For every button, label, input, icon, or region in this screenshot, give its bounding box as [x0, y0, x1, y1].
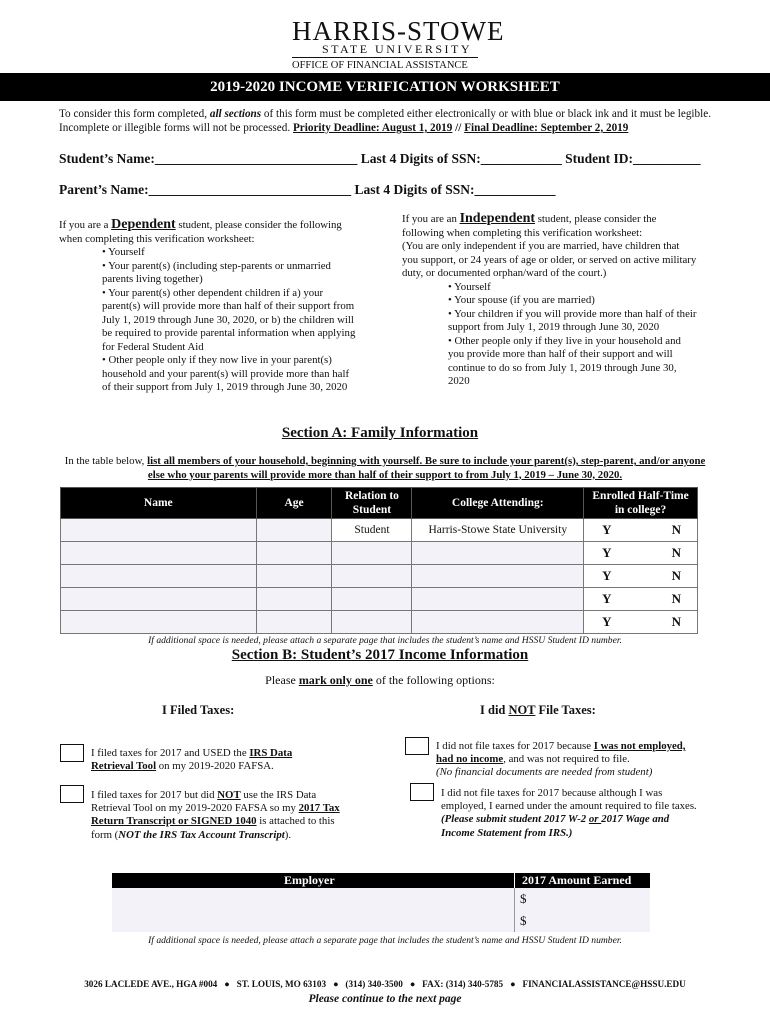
college-cell[interactable]	[412, 588, 584, 611]
college-cell[interactable]	[412, 611, 584, 634]
option-transcript-checkbox[interactable]	[60, 785, 84, 803]
family-table-header	[61, 488, 698, 519]
dependent-guidance: If you are a Dependent student, please consider the following when completing this verification worksheet: • Yourself • Your parent(s) (including step-parents or unmarried parents living together) • Your parent(s) other dependent children if a) your parent(s) will provide more than half of their support from July 1, 2019 through June 30, 2020, or b) the children will be required to provide parental information when applying for Federal Student Aid • Other people only if they now live in your parent(s) household and your parent(s) will provide more than half of their support from July 1, 2019 through June 30, 2020	[59, 218, 359, 395]
employer-input[interactable]	[112, 888, 514, 910]
age-cell[interactable]	[256, 565, 332, 588]
relation-cell[interactable]	[332, 588, 412, 611]
col-enrolled: Enrolled Half-Time in college?	[584, 488, 698, 519]
employer-input[interactable]	[112, 910, 514, 932]
footer-fax: FAX: (314) 340-5785	[422, 979, 504, 989]
logo-office: OFFICE OF FINANCIAL ASSISTANCE	[292, 60, 468, 71]
independent-bullet: • Yourself	[448, 280, 491, 293]
employer-row	[112, 910, 650, 932]
enrolled-cell	[584, 519, 698, 542]
col-relation: Relation to Student	[332, 488, 412, 519]
yes-option[interactable]: Y	[602, 614, 612, 629]
relation-cell[interactable]	[332, 611, 412, 634]
no-option[interactable]: N	[671, 545, 681, 560]
table-row	[61, 611, 698, 634]
no-option[interactable]: N	[671, 522, 681, 537]
option-no-income-checkbox[interactable]	[405, 737, 429, 755]
table-row	[61, 519, 698, 542]
intro-paragraph: To consider this form completed, all sections of this form must be completed either electronically or with blue or black ink and it must be legible. Incomplete or illegible forms will not be processed. Priority Deadline: August 1, 2019 // Final Deadline: September 2, 2019	[59, 108, 711, 134]
college-cell[interactable]	[412, 542, 584, 565]
relation-cell[interactable]	[332, 542, 412, 565]
student-name-field[interactable]: Student’s Name:______________________________	[59, 151, 358, 166]
name-cell[interactable]	[61, 565, 257, 588]
option-under-threshold-checkbox[interactable]	[410, 783, 434, 801]
filed-taxes-heading: I Filed Taxes:	[162, 703, 235, 717]
employer-table-header	[112, 873, 650, 888]
age-cell[interactable]	[256, 542, 332, 565]
option-drt-label: I filed taxes for 2017 and USED the IRS Data Retrieval Tool on my 2019-2020 FAFSA.	[91, 747, 293, 773]
continue-note: Please continue to the next page	[308, 993, 462, 1005]
dependent-bullet: • Your parent(s) (including step-parents or unmarried parents living together)	[102, 259, 331, 285]
yes-option[interactable]: Y	[602, 545, 612, 560]
name-cell[interactable]	[61, 588, 257, 611]
section-a-instructions: In the table below, list all members of your household, beginning with yourself. Be sure to include your parent(s), step-parent, and/or anyone else who your parents will provide more than half of their support to from July 1, 2019 – June 30, 2020.	[64, 455, 706, 481]
logo-title: HARRIS-STOWE	[292, 16, 505, 46]
section-b-title: Section B: Student’s 2017 Income Information	[231, 647, 529, 663]
section-a-note: If additional space is needed, please attach a separate page that includes the student’s name and HSSU Student ID number.	[148, 635, 622, 646]
independent-bullet: • Other people only if they live in your household and you provide more than half of their support and will continue to do so from July 1, 2019 through June 30, 2020	[448, 334, 681, 387]
footer-email: FINANCIALASSISTANCE@HSSU.EDU	[522, 979, 686, 989]
not-filed-heading: I did NOT File Taxes:	[480, 703, 596, 717]
option-drt-checkbox[interactable]	[60, 744, 84, 762]
age-cell[interactable]	[256, 611, 332, 634]
enrolled-cell	[584, 542, 698, 565]
column-divider	[514, 910, 515, 932]
table-row	[61, 542, 698, 565]
parent-name-field[interactable]: Parent’s Name:______________________________	[59, 182, 352, 197]
no-option[interactable]: N	[671, 568, 681, 583]
ssn-field[interactable]: Last 4 Digits of SSN:____________	[357, 151, 562, 166]
no-option[interactable]: N	[671, 591, 681, 606]
parent-info-line	[59, 182, 556, 198]
name-cell[interactable]	[61, 519, 257, 542]
relation-cell[interactable]	[332, 565, 412, 588]
yes-option[interactable]: Y	[602, 568, 612, 583]
option-no-income-label: I did not file taxes for 2017 because I was not employed, had no income, and was not required to file. (No financial documents are needed from student)	[436, 740, 686, 779]
section-b-instructions: Please mark only one of the following options:	[265, 673, 495, 687]
parent-ssn-field[interactable]: Last 4 Digits of SSN:____________	[351, 182, 556, 197]
independent-guidance: If you are an Independent student, please consider the following when completing this verification worksheet: (You are only independent if you are married, have children that you support, or 24 years of age or older, or served on active military duty, or documented orphan/ward of the court.) • Yourself • Your spouse (if you are married) • Your children if you will provide more than half of their support from July 1, 2019 through June 30, 2020 • Other people only if they live in your household and you provide more than half of their support and will continue to do so from July 1, 2019 through June 30, 2020	[402, 211, 697, 387]
college-cell[interactable]: Harris-Stowe State University	[412, 519, 584, 542]
column-divider	[514, 888, 515, 910]
enrolled-cell	[584, 565, 698, 588]
dependent-bullet: • Your parent(s) other dependent children if a) your parent(s) will provide more than half of their support from July 1, 2019 through June 30, 2020, or b) the children will be required to provide parental information when applying for Federal Student Aid	[102, 286, 356, 353]
footer-city: ST. LOUIS, MO 63103	[236, 979, 327, 989]
independent-bullet: • Your spouse (if you are married)	[448, 294, 595, 306]
name-cell[interactable]	[61, 542, 257, 565]
employer-row	[112, 888, 650, 910]
footer-address: 3026 LACLEDE AVE., HGA #004	[84, 979, 218, 989]
enrolled-cell	[584, 588, 698, 611]
name-cell[interactable]	[61, 611, 257, 634]
section-b-note: If additional space is needed, please attach a separate page that includes the student’s name and HSSU Student ID number.	[148, 935, 622, 946]
footer-contact: 3026 LACLEDE AVE., HGA #004 ● ST. LOUIS, MO 63103 ● (314) 340-3500 ● FAX: (314) 340-5785 ● FINANCIALASSISTANCE@HSSU.EDU	[84, 979, 686, 989]
table-row	[61, 565, 698, 588]
footer-phone: (314) 340-3500	[345, 979, 403, 989]
age-cell[interactable]	[256, 588, 332, 611]
amount-input[interactable]: $	[520, 891, 527, 906]
age-cell[interactable]	[256, 519, 332, 542]
relation-cell[interactable]: Student	[332, 519, 412, 542]
option-transcript-label: I filed taxes for 2017 but did NOT use the IRS Data Retrieval Tool on my 2019-2020 FAFSA so my 2017 Tax Return Transcript or SIGNED 1040 is attached to this form (NOT the IRS Tax Account Transcript).	[91, 789, 340, 841]
independent-definition: (You are only independent if you are married, have children that you support, or 24 years of age or older, or served on active military duty, or documented orphan/ward of the court.)	[402, 240, 697, 279]
dependent-bullet: • Other people only if they now live in your parent(s) household and your parent(s) will provide more than half of their support from July 1, 2019 through June 30, 2020	[102, 354, 350, 393]
col-age: Age	[256, 488, 332, 519]
student-id-field[interactable]: Student ID:__________	[561, 151, 701, 166]
table-row	[61, 588, 698, 611]
student-info-line	[59, 151, 701, 167]
option-under-threshold-label: I did not file taxes for 2017 because although I was employed, I earned under the amount required to file taxes. (Please submit student 2017 W-2 or 2017 Wage and Income Statement from IRS.)	[441, 787, 697, 839]
yes-option[interactable]: Y	[602, 591, 612, 606]
independent-bullet: • Your children if you will provide more than half of their support from July 1, 2019 through June 30, 2020	[448, 307, 697, 333]
logo-subtitle: STATE UNIVERSITY	[322, 42, 473, 56]
column-divider	[514, 873, 515, 888]
amount-input[interactable]: $	[520, 913, 527, 928]
logo-divider	[292, 57, 478, 58]
enrolled-cell	[584, 611, 698, 634]
dependent-bullet: • Yourself	[102, 246, 145, 258]
worksheet-title: 2019-2020 INCOME VERIFICATION WORKSHEET	[0, 73, 770, 101]
no-option[interactable]: N	[671, 614, 681, 629]
amount-col-header: 2017 Amount Earned	[522, 873, 632, 887]
college-cell[interactable]	[412, 565, 584, 588]
section-a-title: Section A: Family Information	[281, 425, 479, 441]
col-name: Name	[61, 488, 257, 519]
yes-option[interactable]: Y	[602, 522, 612, 537]
employer-col-header: Employer	[284, 873, 335, 887]
family-table	[60, 487, 698, 634]
col-college: College Attending:	[412, 488, 584, 519]
